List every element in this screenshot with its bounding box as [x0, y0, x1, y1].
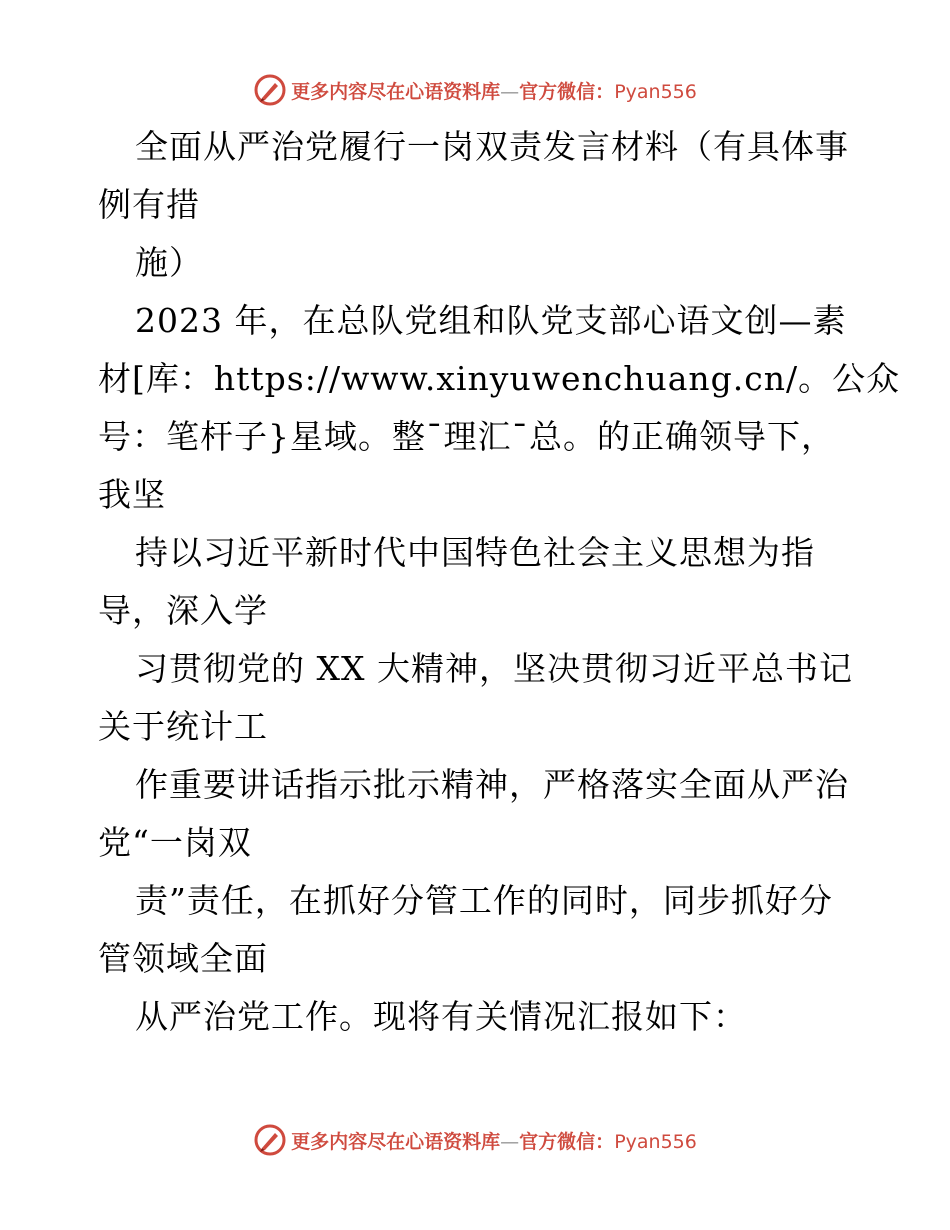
text-line: 责”责任，在抓好分管工作的同时，同步抓好分	[135, 881, 833, 920]
text-line: 党“一岗双	[98, 823, 252, 862]
text-line: 习贯彻党的 XX 大精神，坚决贯彻习近平总书记	[135, 649, 853, 688]
text-line: 持以习近平新时代中国特色社会主义思想为指	[135, 533, 815, 572]
text-line: 2023 年，在总队党组和队党支部心语文创—素	[135, 301, 847, 340]
text-line: 施）	[135, 243, 203, 282]
watermark-main: 更多内容尽在心语资料库	[291, 80, 501, 103]
text-line: 作重要讲话指示批示精神，严格落实全面从严治	[135, 765, 849, 804]
pen-circle-logo-icon	[253, 73, 287, 107]
footer-watermark	[0, 1120, 950, 1160]
text-line: 全面从严治党履行一岗双责发言材料（有具体事	[135, 127, 849, 166]
pen-circle-logo-icon	[253, 1123, 287, 1157]
watermark-contact: 官方微信：	[519, 1130, 615, 1153]
text-line: 例有措	[98, 185, 200, 224]
watermark-main: 更多内容尽在心语资料库	[291, 1130, 501, 1153]
header-watermark	[0, 70, 950, 110]
watermark-separator: —	[500, 80, 520, 103]
watermark-id: Pyan556	[614, 1130, 697, 1153]
text-line: 材[库：https://www.xinyuwenchuang.cn/。公众	[98, 359, 901, 398]
watermark-id: Pyan556	[614, 80, 697, 103]
text-line: 管领域全面	[98, 939, 268, 978]
watermark-contact: 官方微信：	[519, 80, 615, 103]
text-line: 关于统计工	[98, 707, 268, 746]
document-body	[98, 118, 901, 1046]
watermark-separator: —	[500, 1130, 520, 1153]
text-line: 我坚	[98, 475, 166, 514]
text-line: 从严治党工作。现将有关情况汇报如下：	[135, 997, 747, 1036]
text-line: 导，深入学	[98, 591, 268, 630]
text-line: 号：笔杆子}星域。整¯理汇¯总。的正确领导下，	[98, 417, 835, 456]
watermark-text	[291, 77, 697, 104]
watermark-text	[291, 1127, 697, 1154]
